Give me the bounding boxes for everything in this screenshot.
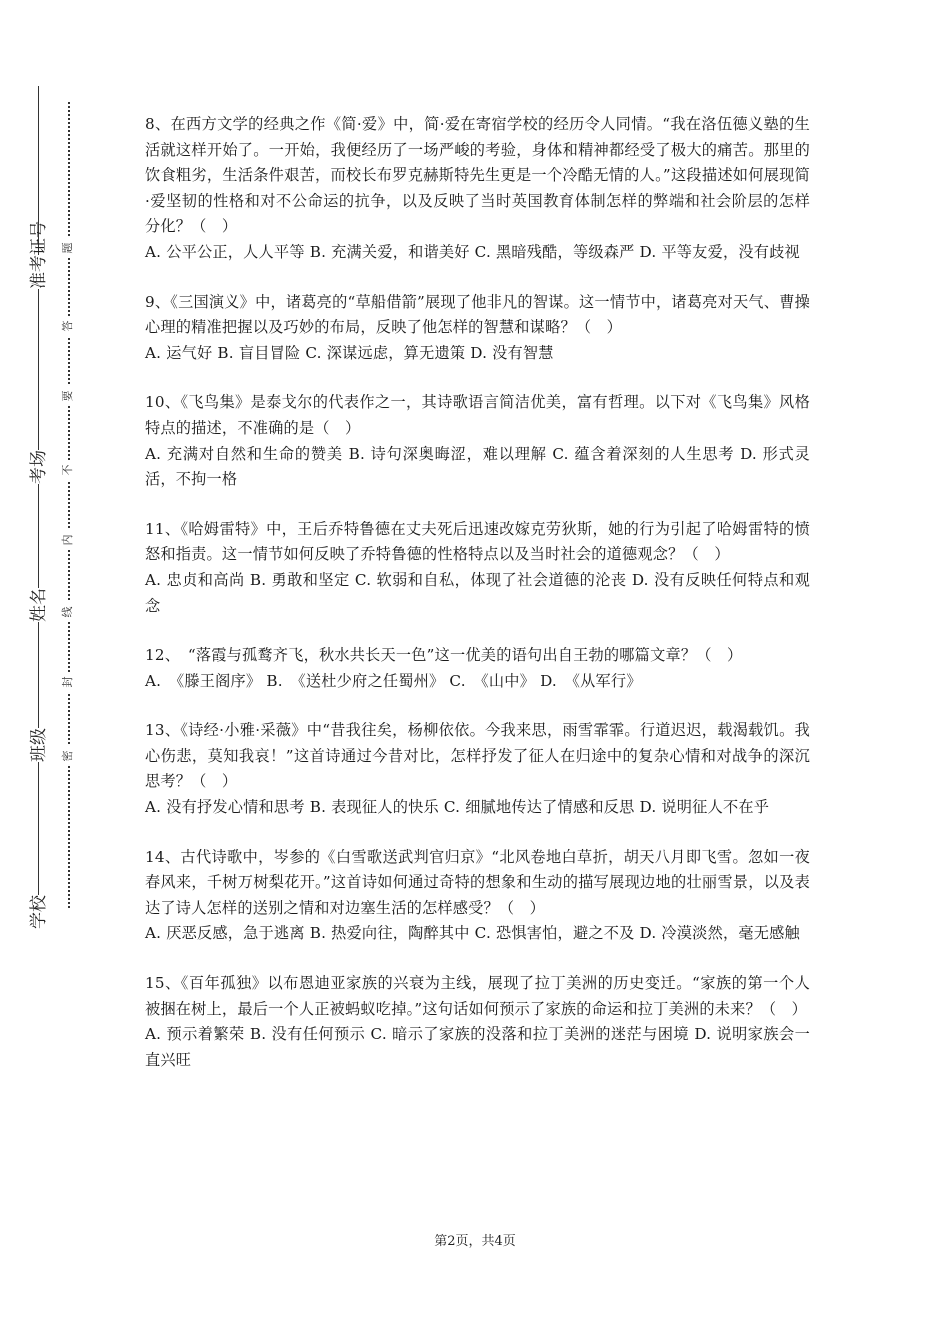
question-options: A. 忠贞和高尚 B. 勇敢和坚定 C. 软弱和自私，体现了社会道德的沦丧 D. 没有反映任何特点和观念: [145, 570, 810, 615]
field-exam-room: 考场: [22, 450, 56, 484]
question-13: [145, 718, 810, 820]
field-class: 班级: [22, 728, 56, 762]
question-options: A. 公平公正，人人平等 B. 充满关爱，和谐美好 C. 黑暗残酷，等级森严 D. 平等友爱，没有歧视: [145, 242, 800, 261]
page-number: 第2页，共4页: [434, 1234, 516, 1249]
question-options: A. 没有抒发心情和思考 B. 表现征人的快乐 C. 细腻地传达了情感和反思 D. 说明征人不在乎: [145, 798, 770, 817]
field-name: 姓名: [22, 588, 56, 622]
question-stem: 10、《飞鸟集》是泰戈尔的代表作之一，其诗歌语言简洁优美，富有哲理。以下对《飞鸟集》风格特点的描述，不准确的是（ ）: [145, 393, 810, 437]
seal-char: 内: [58, 530, 78, 550]
question-stem: 11、《哈姆雷特》中，王后乔特鲁德在丈夫死后迅速改嫁克劳狄斯，她的行为引起了哈姆雷特的愤怒和指责。这一情节如何反映了乔特鲁德的性格特点以及当时社会的道德观念？（ ）: [145, 519, 810, 564]
question-options: A. 充满对自然和生命的赞美 B. 诗句深奥晦涩，难以理解 C. 蕴含着深刻的人生思考 D. 形式灵活，不拘一格: [145, 444, 810, 489]
seal-char: 题: [58, 238, 78, 258]
question-stem: 8、在西方文学的经典之作《简·爱》中，简·爱在寄宿学校的经历令人同情。“我在洛伍德义塾的生活就这样开始了。一开始，我便经历了一场严峻的考验，身体和精神都经受了极大的痛苦。那里的饮食粗劣，生活条件艰苦，而校长布罗克赫斯特先生更是一个冷酷无情的人。”这段描述如何展现简·爱坚韧的性格和对不公命运的抗争，以及反映了当时英国教育体制怎样的弊端和社会阶层的怎样分化？（ ）: [145, 115, 810, 236]
seal-char: 要: [58, 386, 78, 406]
question-options: A. 厌恶反感，急于逃离 B. 热爱向往，陶醉其中 C. 恐惧害怕，避之不及 D. 冷漠淡然，毫无感触: [145, 924, 800, 943]
binding-margin: [0, 0, 110, 1344]
field-exam-number: 准考证号: [22, 255, 56, 289]
field-school: 学校: [22, 895, 56, 929]
question-14: [145, 845, 810, 947]
question-stem: 14、古代诗歌中，岑参的《白雪歌送武判官归京》“北风卷地白草折，胡天八月即飞雪。忽如一夜春风来，千树万树梨花开。”这首诗如何通过奇特的想象和生动的描写展现边地的壮丽雪景，以及表达了诗人怎样的送别之情和对边塞生活的怎样感受？（ ）: [145, 847, 810, 917]
question-stem: 9、《三国演义》中，诸葛亮的“草船借箭”展现了他非凡的智谋。这一情节中，诸葛亮对天气、曹操心理的精准把握以及巧妙的布局，反映了他怎样的智慧和谋略？（ ）: [145, 292, 810, 337]
question-stem: 12、 “落霞与孤鹜齐飞，秋水共长天一色”这一优美的语句出自王勃的哪篇文章？（ ）: [145, 646, 743, 665]
seal-char: 封: [58, 672, 78, 692]
question-9: [145, 290, 810, 367]
question-stem: 15、《百年孤独》以布恩迪亚家族的兴衰为主线，展现了拉丁美洲的历史变迁。“家族的第一个人被捆在树上，最后一个人正被蚂蚁吃掉。”这句话如何预示了家族的命运和拉丁美洲的未来？（ ）: [145, 974, 810, 1018]
seal-char: 线: [58, 602, 78, 622]
seal-char: 密: [58, 746, 78, 766]
questions-list: [145, 112, 810, 1097]
seal-char: 不: [58, 460, 78, 480]
question-options: A. 运气好 B. 盲目冒险 C. 深谋远虑，算无遗策 D. 没有智慧: [145, 343, 554, 362]
question-15: [145, 971, 810, 1073]
question-8: [145, 112, 810, 266]
binding-solid-line: [38, 86, 39, 928]
question-11: [145, 517, 810, 619]
question-12: [145, 643, 810, 694]
binding-dotted-line: [68, 102, 70, 908]
question-options: A. 《滕王阁序》 B. 《送杜少府之任蜀州》 C. 《山中》 D. 《从军行》: [145, 671, 642, 690]
seal-char: 答: [58, 316, 78, 336]
question-10: [145, 390, 810, 492]
question-options: A. 预示着繁荣 B. 没有任何预示 C. 暗示了家族的没落和拉丁美洲的迷茫与困境 D. 说明家族会一直兴旺: [145, 1025, 810, 1069]
question-stem: 13、《诗经·小雅·采薇》中“昔我往矣，杨柳依依。今我来思，雨雪霏霏。行道迟迟，载渴载饥。我心伤悲，莫知我哀！”这首诗通过今昔对比，怎样抒发了征人在归途中的复杂心情和对战争的深沉思考？（ ）: [145, 721, 810, 791]
